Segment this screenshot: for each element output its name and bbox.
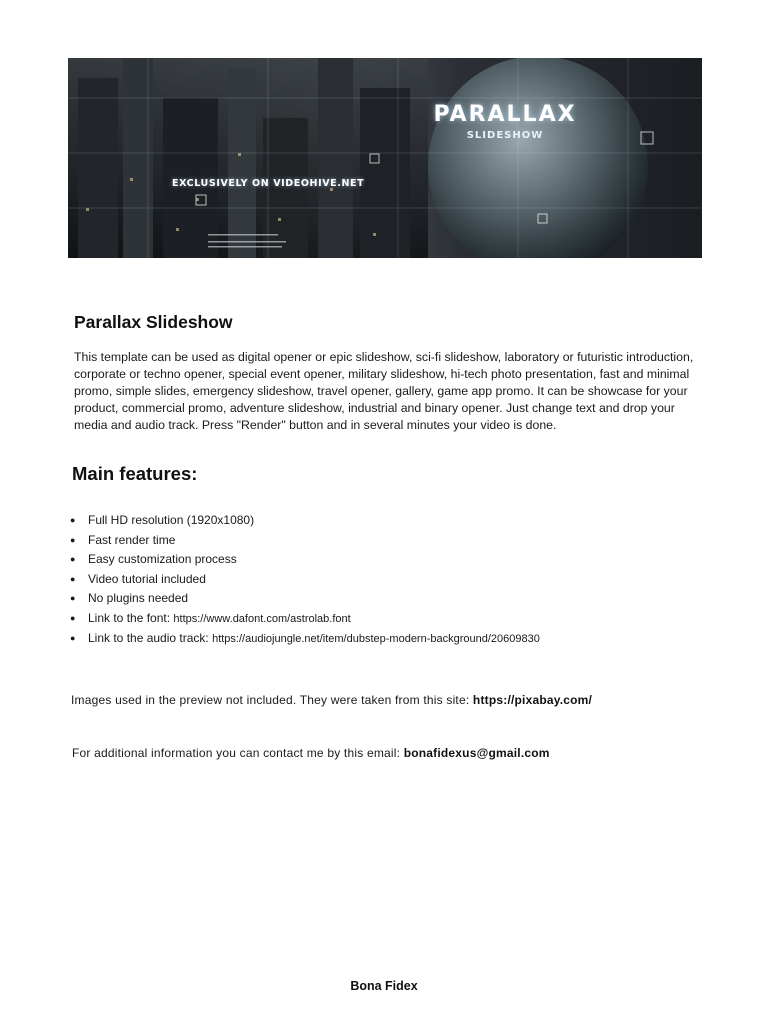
feature-text: Link to the font: — [88, 610, 174, 625]
feature-text: Fast render time — [88, 532, 176, 547]
bullet-icon: ● — [70, 573, 76, 584]
feature-item — [70, 511, 540, 531]
feature-item — [70, 531, 540, 551]
feature-item — [70, 550, 540, 570]
intro-paragraph: This template can be used as digital opener or epic slideshow, sci-fi slideshow, laboratory or futuristic introduction, corporate or techno opener, special event opener, military slideshow, hi-tech photo presentation, fast and minimal promo, simple slides, emergency slideshow, travel opener, gallery, game app promo. It can be showcase for your product, commercial promo, adventure slideshow, industrial and binary opener. Just change text and drop your media and audio track. Press "Render" button and in several minutes your video is done. — [74, 350, 694, 432]
audio-track-link[interactable]: https://audiojungle.net/item/dubstep-modern-background/20609830 — [212, 633, 540, 645]
bullet-icon: ● — [70, 534, 76, 545]
bullet-icon: ● — [70, 612, 76, 623]
feature-item — [70, 628, 540, 650]
footer-author: Bona Fidex — [350, 979, 418, 993]
feature-text: No plugins needed — [88, 591, 189, 605]
images-note-text: Images used in the preview not included. They were taken from this site: — [71, 693, 473, 707]
header-banner — [68, 58, 702, 258]
bullet-icon: ● — [70, 554, 76, 564]
bullet-icon: ● — [70, 633, 76, 643]
images-note — [71, 693, 592, 707]
contact-line — [72, 746, 550, 760]
banner-exclusive-text: EXCLUSIVELY ON VIDEOHIVE.NET — [172, 178, 365, 189]
feature-text: Video tutorial included — [88, 571, 206, 586]
features-list — [70, 511, 540, 650]
bullet-icon: ● — [70, 515, 76, 525]
feature-text: Easy customization process — [88, 552, 237, 566]
font-link[interactable]: https://www.dafont.com/astrolab.font — [173, 612, 351, 625]
contact-email-link[interactable]: bonafidexus@gmail.com — [403, 746, 550, 760]
pixabay-link[interactable]: https://pixabay.com/ — [472, 693, 593, 707]
features-heading: Main features: — [72, 463, 198, 484]
feature-item — [70, 570, 540, 590]
feature-text: Link to the audio track: — [88, 631, 213, 645]
banner-title: PARALLAX — [433, 102, 577, 127]
bullet-icon: ● — [70, 593, 76, 603]
banner-background — [68, 58, 702, 258]
document-title: Parallax Slideshow — [74, 312, 233, 332]
feature-item — [70, 589, 540, 609]
feature-text: Full HD resolution (1920x1080) — [88, 513, 255, 527]
banner-subtitle: SLIDESHOW — [466, 130, 544, 141]
feature-item — [70, 609, 540, 629]
contact-text: For additional information you can contact me by this email: — [72, 746, 404, 760]
